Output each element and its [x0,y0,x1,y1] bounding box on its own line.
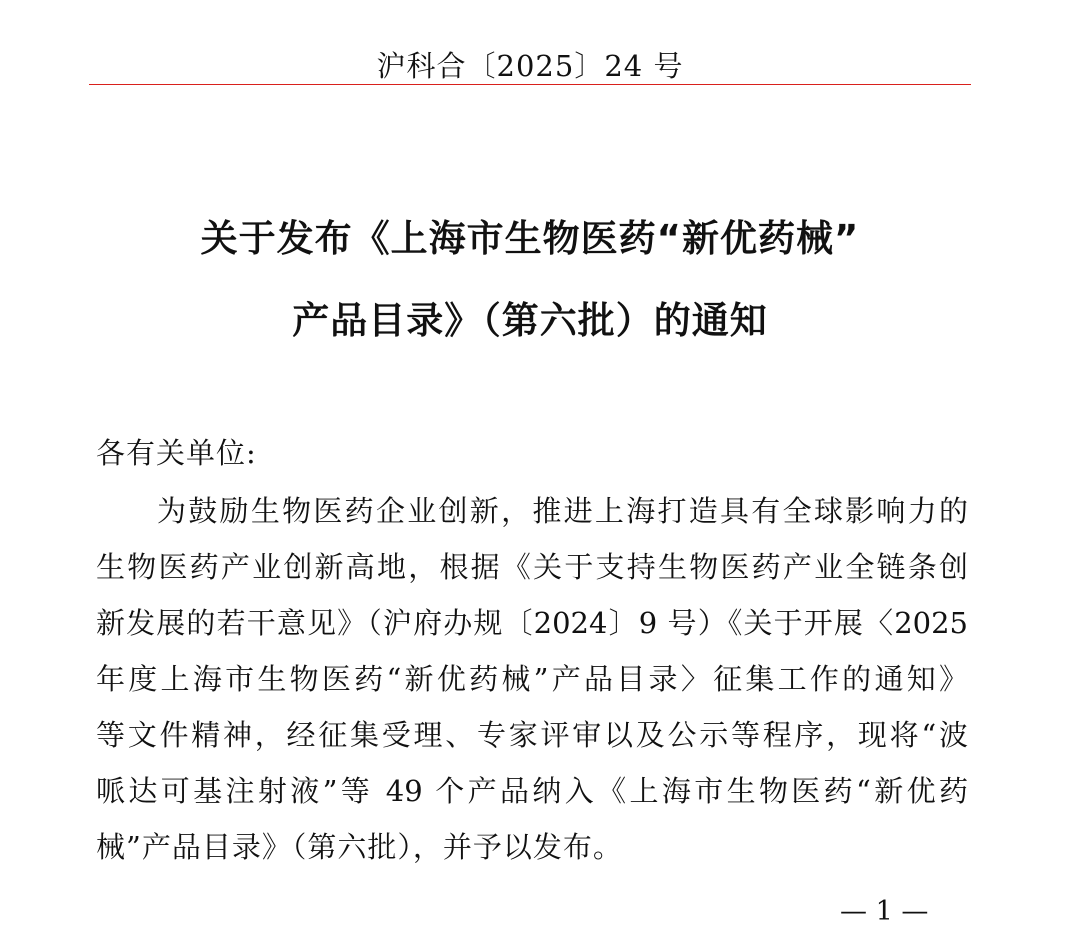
body-line-1: 为鼓励生物医药企业创新，推进上海打造具有全球影响力的 [157,494,968,528]
body-line-3: 新发展的若干意见》（沪府办规〔2024〕9 号）《关于开展〈2025 [96,606,968,640]
page-number: — 1 — [840,896,929,927]
red-header-rule [89,84,971,85]
salutation: 各有关单位: [96,436,257,470]
title-line-2: 产品目录》（第六批）的通知 [292,299,768,342]
body-line-4: 年度上海市生物医药“新优药械”产品目录〉征集工作的通知》 [96,662,968,696]
title-line-1: 关于发布《上海市生物医药“新优药械” [200,217,860,260]
body-line-7: 械”产品目录》（第六批），并予以发布。 [96,830,623,864]
document-number: 沪科合〔2025〕24 号 [376,49,684,83]
body-line-5: 等文件精神，经征集受理、专家评审以及公示等程序，现将“波 [96,718,968,752]
body-line-6: 哌达可基注射液”等 49 个产品纳入《上海市生物医药“新优药 [96,774,968,808]
body-line-2: 生物医药产业创新高地，根据《关于支持生物医药产业全链条创 [96,550,968,584]
